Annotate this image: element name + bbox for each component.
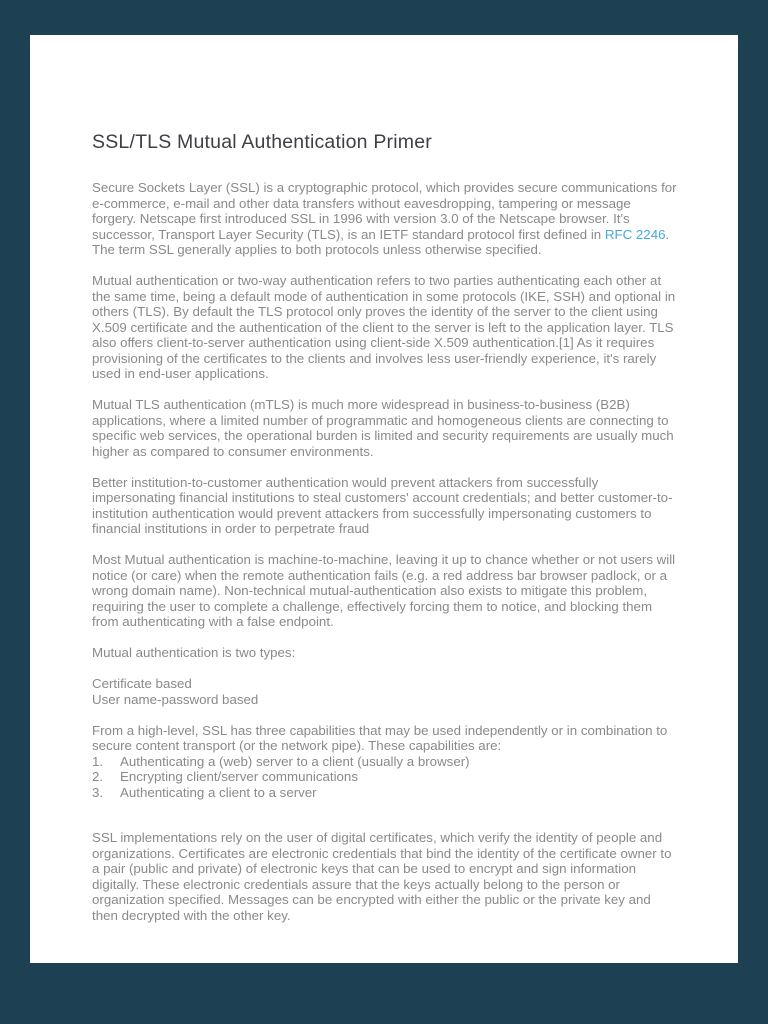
list-item-text: Authenticating a (web) server to a client (usually a browser) xyxy=(120,753,470,769)
auth-types-list xyxy=(92,676,678,707)
intro-text-before: Secure Sockets Layer (SSL) is a cryptographic protocol, which provides secure communications for e-commerce, e-mail and other data transfers without eavesdropping, tampering or message forgery. Netscape first introduced SSL in 1996 with version 3.0 of the Netscape browser. It's successor, Transport Layer Security (TLS), is an IETF standard protocol first defined in xyxy=(92,180,677,242)
list-item xyxy=(92,754,678,770)
list-item-text: Encrypting client/server communications xyxy=(120,769,358,784)
intro-text-after: . The term SSL generally applies to both protocols unless otherwise specified. xyxy=(92,226,670,257)
list-item-number: 1. xyxy=(92,753,104,769)
list-item-number: 3. xyxy=(92,784,104,800)
document-page xyxy=(30,35,738,963)
auth-type-username-password: User name-password based xyxy=(92,691,259,707)
list-item xyxy=(92,769,678,785)
paragraph-institution: Better institution-to-customer authentication would prevent attackers from successfully impersonating financial institutions to steal customers' account credentials; and better customer-to-institution authentication would prevent attackers from successfully impersonating customers to financial institutions in order to perpetrate fraud xyxy=(92,474,673,536)
paragraph-closing: SSL implementations rely on the user of digital certificates, which verify the identity of people and organizations. Certificates are electronic credentials that bind the identity of the certificate owner to a pair (public and private) of electronic keys that can be used to encrypt and sign information digitally. These electronic credentials assure that the keys actually belong to the person or organization specified. Messages can be encrypted with either the public or the private key and then decrypted with the other key. xyxy=(92,830,672,923)
paragraph-mutual-auth: Mutual authentication or two-way authentication refers to two parties authenticating each other at the same time, being a default mode of authentication in some protocols (IKE, SSH) and optional in others (TLS). By default the TLS protocol only proves the identity of the server to the client using X.509 certificate and the authentication of the client to the server is left to the application layer. TLS also offers client-to-server authentication using client-side X.509 authentication.[1] As it requires provisioning of the certificates to the clients and involves less user-friendly experience, it's rarely used in end-user applications. xyxy=(92,273,676,381)
types-label: Mutual authentication is two types: xyxy=(92,645,296,660)
auth-type-certificate: Certificate based xyxy=(92,676,192,691)
capabilities-intro: From a high-level, SSL has three capabilities that may be used independently or in combination to secure content transport (or the network pipe). These capabilities are: xyxy=(92,722,668,753)
paragraph-mtls: Mutual TLS authentication (mTLS) is much more widespread in business-to-business (B2B) applications, where a limited number of programmatic and homogeneous clients are connecting to specific web services, the operational burden is limited and security requirements are usually much higher as compared to consumer environments. xyxy=(92,397,674,459)
document-title: SSL/TLS Mutual Authentication Primer xyxy=(92,131,432,153)
paragraph-intro xyxy=(92,180,678,258)
capabilities-list xyxy=(92,754,678,801)
paragraph-machine-to-machine: Most Mutual authentication is machine-to-machine, leaving it up to chance whether or not users will notice (or care) when the remote authentication fails (e.g. a red address bar browser padlock, or a wrong domain name). Non-technical mutual-authentication also exists to mitigate this problem, requiring the user to complete a challenge, effectively forcing them to notice, and blocking them from authenticating with a false endpoint. xyxy=(92,552,676,629)
list-item-text: Authenticating a client to a server xyxy=(120,784,317,800)
rfc-2246-link[interactable]: RFC 2246 xyxy=(604,226,666,242)
list-item-number: 2. xyxy=(92,769,104,784)
list-item xyxy=(92,785,678,801)
